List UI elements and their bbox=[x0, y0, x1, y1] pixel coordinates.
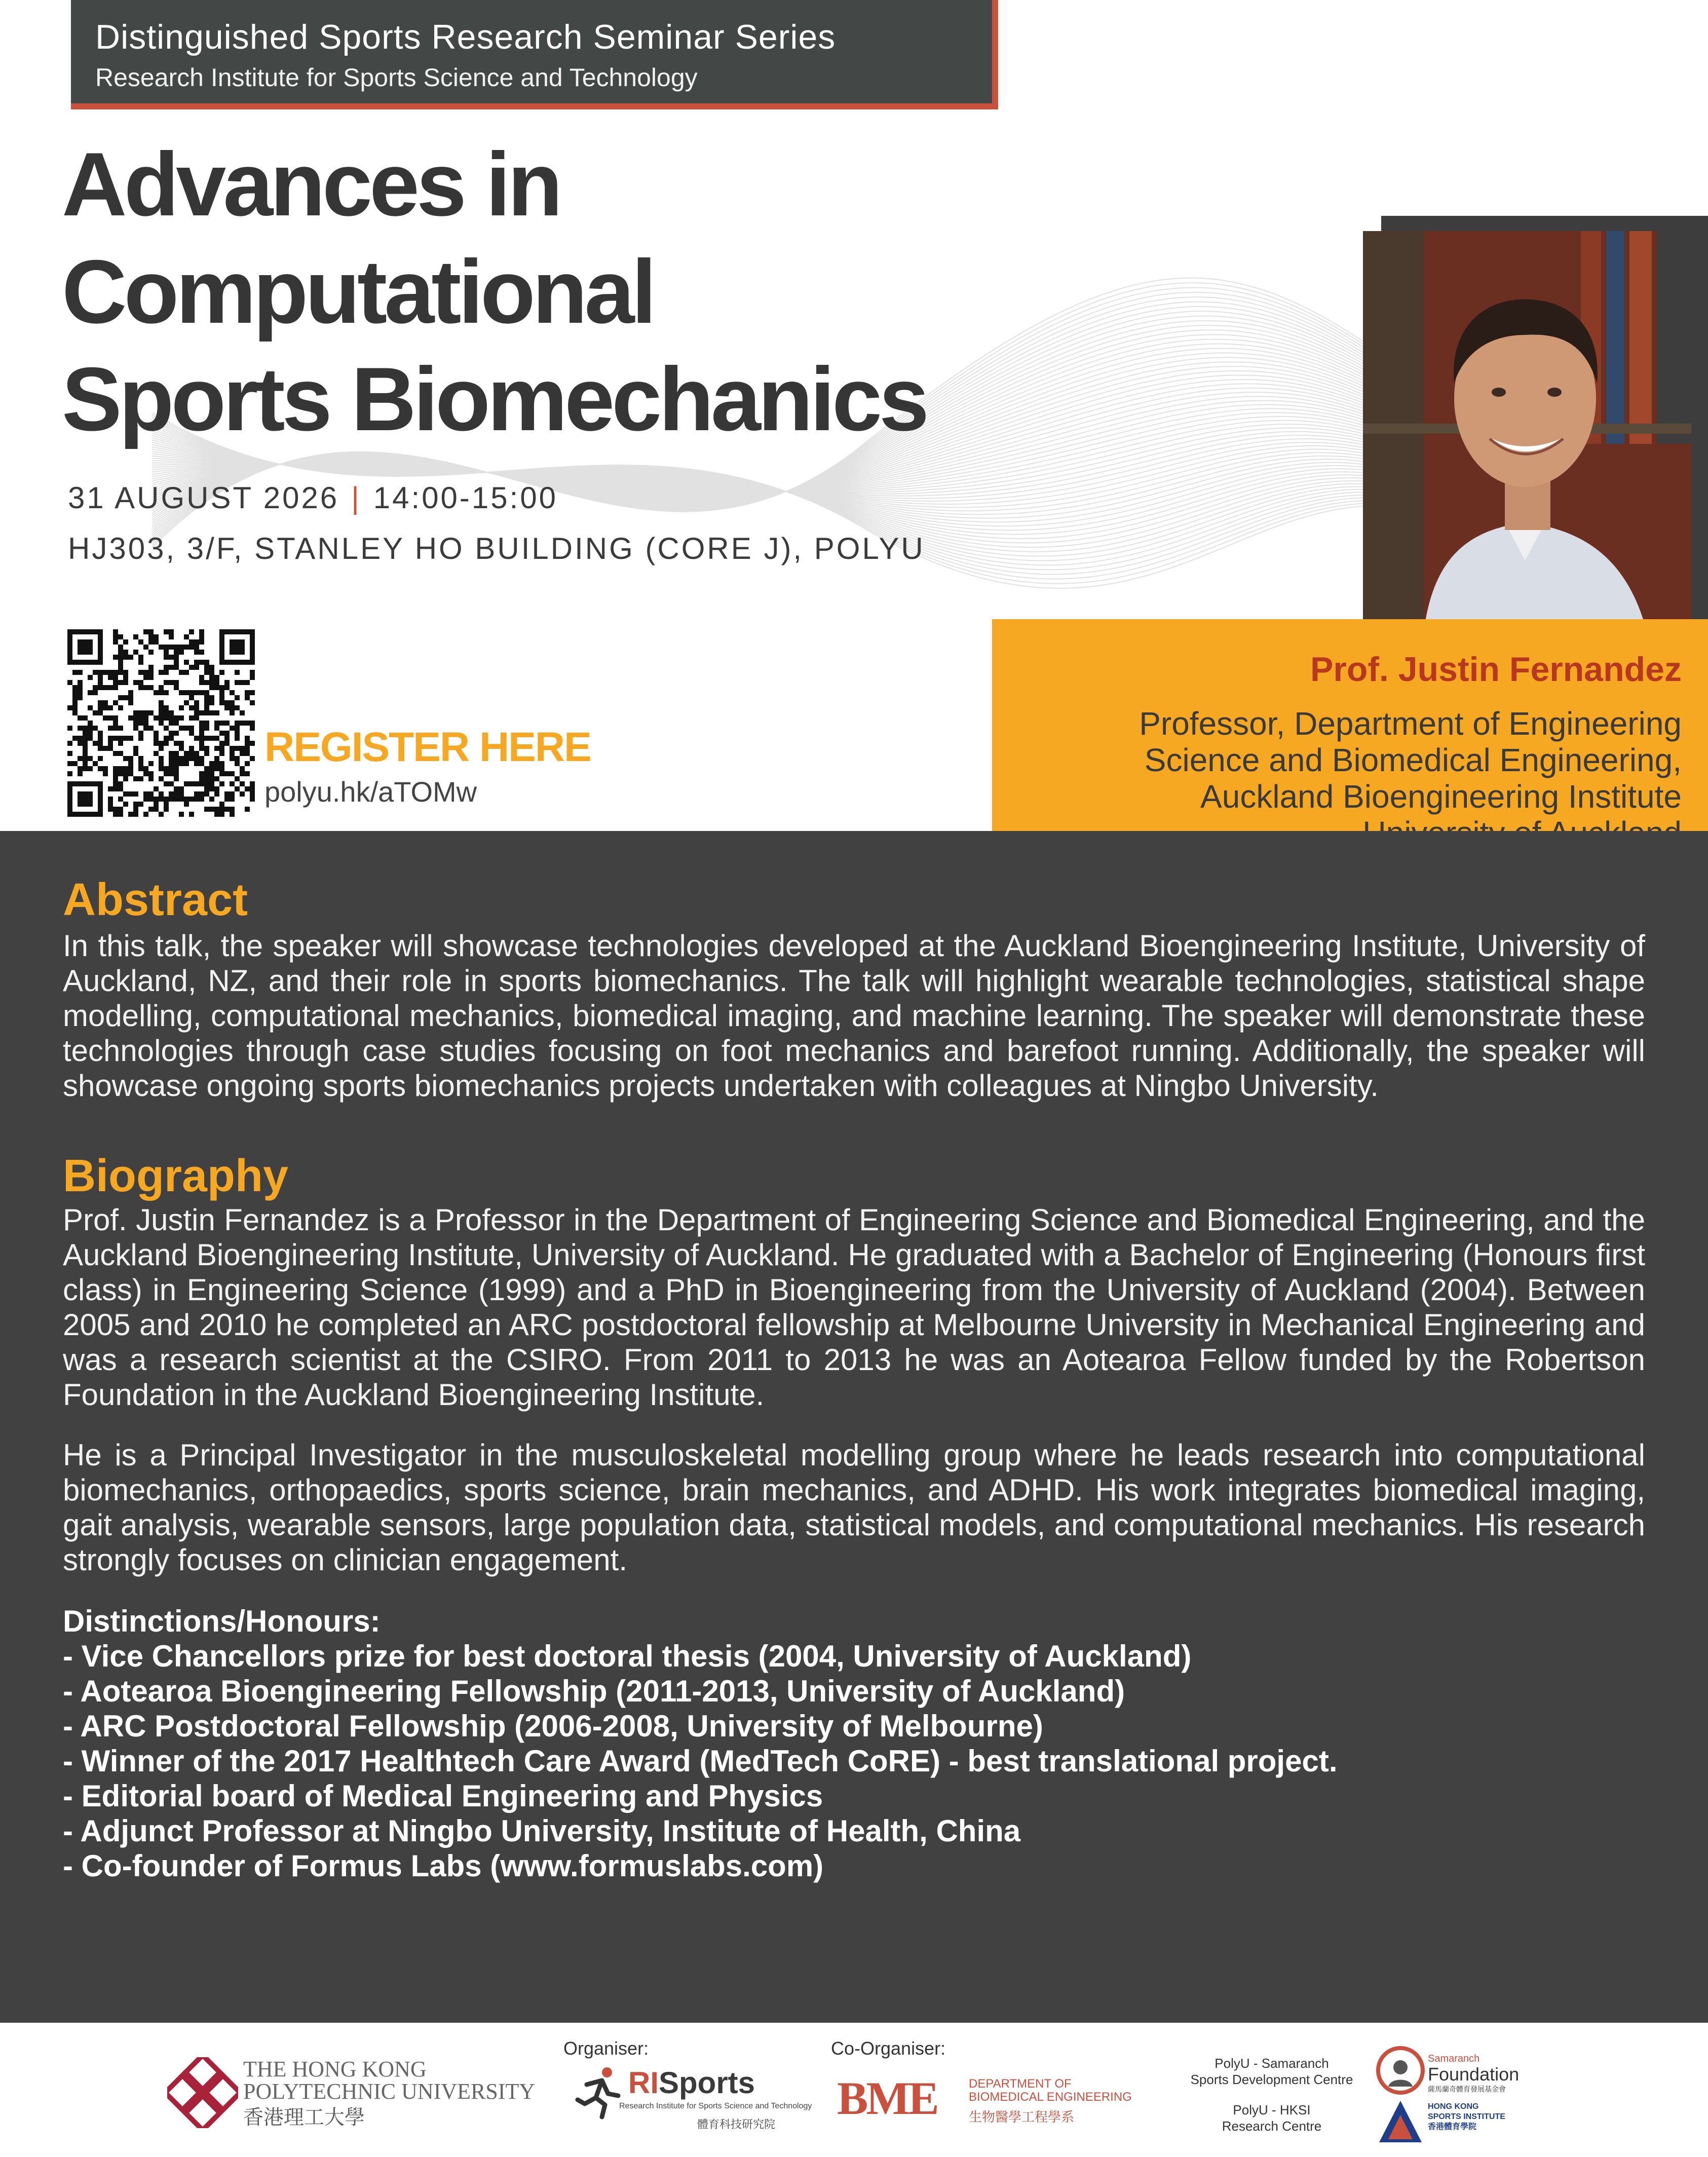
speaker-affiliation bbox=[1012, 705, 1682, 851]
bme-line-1: DEPARTMENT OF bbox=[969, 2077, 1072, 2091]
samaranch-foundation bbox=[1428, 2053, 1519, 2094]
affiliation-line: Science and Biomedical Engineering, bbox=[1144, 742, 1682, 778]
hksi-logo-icon bbox=[1375, 2097, 1426, 2147]
distinction-item: - Winner of the 2017 Healthtech Care Award (MedTech CoRE) - best translational project. bbox=[63, 1744, 1338, 1778]
hksi-centre bbox=[1186, 2102, 1358, 2134]
event-title bbox=[62, 131, 1024, 453]
abstract-text: In this talk, the speaker will showcase technologies developed at the Auckland Bioengineering Institute, University of Auckland, NZ, and their role in sports biomechanics. The talk will highlight wearable technologies, statistical shape modelling, computational mechanics, biomedical imaging, and machine learning. The speaker will demonstrate these technologies through case studies focusing on foot mechanics and barefoot running. Additionally, the speaker will showcase ongoing sports biomechanics projects undertaken with colleagues at Ningbo University. bbox=[63, 929, 1645, 1103]
bme-department bbox=[969, 2077, 1132, 2104]
hksi-name-1: HONG KONG bbox=[1428, 2102, 1479, 2111]
event-date: 31 AUGUST 2026 bbox=[68, 481, 339, 515]
register-label[interactable]: REGISTER HERE bbox=[264, 724, 591, 770]
distinction-item: - ARC Postdoctoral Fellowship (2006-2008, University of Melbourne) bbox=[63, 1709, 1043, 1743]
footer-logos bbox=[0, 2023, 1708, 2157]
sdc-line-2: Sports Development Centre bbox=[1190, 2072, 1353, 2087]
samaranch-logo-icon bbox=[1375, 2045, 1426, 2096]
hksi-centre-line-1: PolyU - HKSI bbox=[1233, 2102, 1311, 2117]
organiser-label: Organiser: bbox=[563, 2038, 649, 2059]
polyu-cn: 香港理工大學 bbox=[243, 2106, 365, 2129]
samaranch-cn: 薩馬蘭奇體育發展基金會 bbox=[1428, 2085, 1506, 2093]
date-separator: | bbox=[351, 481, 361, 515]
samaranch-centre bbox=[1186, 2055, 1358, 2088]
biography-heading: Biography bbox=[63, 1151, 289, 1201]
biography-paragraph-2: He is a Principal Investigator in the musculoskeletal modelling group where he leads research into computational biomechanics, orthopaedics, sports science, brain mechanics, and ADHD. His work integrates biomedical imaging, gait analysis, wearable sensors, large population data, statistical models, and computational mechanics. His research strongly focuses on clinician engagement. bbox=[63, 1438, 1645, 1577]
polyu-line-1: THE HONG KONG bbox=[243, 2057, 427, 2082]
hksi-centre-line-2: Research Centre bbox=[1222, 2118, 1322, 2134]
distinction-item: - Co-founder of Formus Labs (www.formuslabs.com) bbox=[63, 1849, 824, 1883]
title-line-2: Computational bbox=[62, 241, 654, 342]
event-venue: HJ303, 3/F, STANLEY HO BUILDING (CORE J), POLYU bbox=[68, 532, 925, 565]
qr-code-icon bbox=[65, 629, 257, 817]
samaranch-big: Foundation bbox=[1428, 2064, 1520, 2085]
risports-ri: RI bbox=[628, 2066, 659, 2100]
risports-sports: Sports bbox=[659, 2066, 755, 2100]
distinction-item: - Vice Chancellors prize for best doctoral thesis (2004, University of Auckland) bbox=[63, 1639, 1192, 1673]
hksi-name-2: SPORTS INSTITUTE bbox=[1428, 2112, 1505, 2121]
series-banner bbox=[71, 0, 992, 103]
distinctions-title: Distinctions/Honours: bbox=[63, 1604, 381, 1638]
polyu-line-2: POLYTECHNIC UNIVERSITY bbox=[243, 2079, 536, 2104]
risports-subtitle: Research Institute for Sports Science and Technology bbox=[619, 2102, 812, 2110]
distinction-item: - Adjunct Professor at Ningbo University, Institute of Health, China bbox=[63, 1814, 1021, 1848]
bme-line-2: BIOMEDICAL ENGINEERING bbox=[969, 2090, 1132, 2104]
speaker-name: Prof. Justin Fernandez bbox=[1310, 650, 1682, 689]
title-line-1: Advances in bbox=[62, 134, 560, 235]
title-line-3: Sports Biomechanics bbox=[62, 349, 927, 449]
hksi-cn: 香港體育學院 bbox=[1428, 2123, 1477, 2131]
runner-icon bbox=[572, 2064, 627, 2120]
speaker-photo bbox=[1363, 231, 1691, 631]
samaranch-small: Samaranch bbox=[1428, 2053, 1480, 2064]
event-time: 14:00-15:00 bbox=[373, 481, 558, 515]
affiliation-line: Professor, Department of Engineering bbox=[1139, 705, 1682, 742]
series-title: Distinguished Sports Research Seminar Series bbox=[95, 18, 836, 56]
register-url[interactable]: polyu.hk/aTOMw bbox=[264, 776, 477, 808]
risports-cn: 體育科技研究院 bbox=[697, 2118, 776, 2131]
qr-code[interactable] bbox=[65, 629, 257, 817]
affiliation-line: Auckland Bioengineering Institute bbox=[1200, 778, 1682, 815]
date-time bbox=[68, 480, 558, 515]
polyu-logo-icon bbox=[167, 2057, 238, 2128]
coorganiser-label: Co-Organiser: bbox=[831, 2038, 946, 2059]
sdc-line-1: PolyU - Samaranch bbox=[1214, 2056, 1329, 2071]
bme-logo: BME bbox=[837, 2072, 937, 2124]
distinctions-list bbox=[63, 1639, 1645, 1883]
bme-cn: 生物醫學工程學系 bbox=[969, 2109, 1075, 2125]
distinction-item: - Aotearoa Bioengineering Fellowship (2011-2013, University of Auckland) bbox=[63, 1674, 1125, 1708]
hksi-name bbox=[1428, 2102, 1505, 2132]
biography-paragraph-1: Prof. Justin Fernandez is a Professor in the Department of Engineering Science and Biomedical Engineering, and the Auckland Bioengineering Institute, University of Auckland. He graduated with a Bachelor of Engineering (Honours first class) in Engineering Science (1999) and a PhD in Bioengineering from the University of Auckland (2004). Between 2005 and 2010 he completed an ARC postdoctoral fellowship at Melbourne University in Mechanical Engineering and was a research scientist at the CSIRO. From 2011 to 2013 he was an Aotearoa Fellow funded by the Robertson Foundation in the Auckland Bioengineering Institute. bbox=[63, 1203, 1645, 1412]
distinction-item: - Editorial board of Medical Engineering and Physics bbox=[63, 1779, 823, 1813]
abstract-heading: Abstract bbox=[63, 875, 248, 925]
series-subtitle: Research Institute for Sports Science and Technology bbox=[95, 63, 698, 92]
polyu-name bbox=[243, 2058, 535, 2130]
content-panel bbox=[0, 831, 1708, 2023]
risports-name bbox=[628, 2065, 755, 2100]
